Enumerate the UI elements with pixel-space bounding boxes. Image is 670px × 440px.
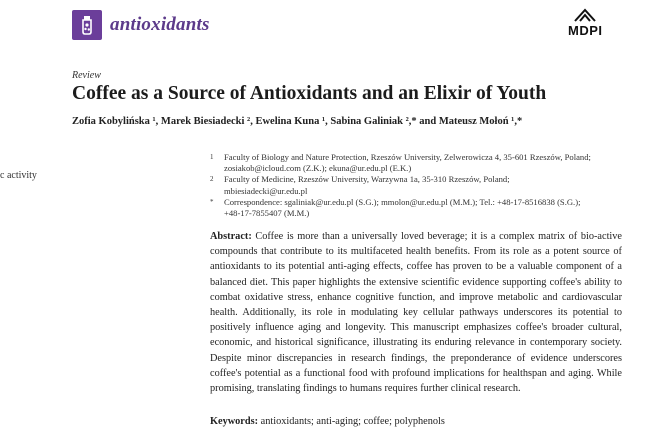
molecule-bottle-icon [72, 10, 102, 40]
affiliation-mark: 2 [210, 175, 214, 184]
keywords-label: Keywords: [210, 416, 259, 427]
keywords-text: antioxidants; anti-aging; coffee; polyphenols [260, 416, 445, 427]
affiliation-line: Correspondence: sgaliniak@ur.edu.pl (S.G.); mmolon@ur.edu.pl (M.M.); Tel.: +48-17-8516838 (S.G.); [224, 196, 581, 207]
affiliation-line: +48-17-7855407 (M.M.) [224, 208, 310, 219]
affiliation-mark: 1 [210, 153, 214, 161]
affiliations [210, 152, 630, 219]
publisher-logo [568, 8, 603, 38]
affiliation-line: Faculty of Biology and Nature Protection, Rzeszów University, Zelwerowicza 4, 35-601 Rzeszów, Poland; [224, 152, 591, 162]
article-type: Review [72, 70, 101, 81]
affiliation-1 [210, 152, 630, 174]
abstract-label: Abstract: [210, 231, 252, 242]
abstract [210, 229, 622, 396]
correspondence [210, 197, 630, 219]
journal-name: antioxidants [110, 14, 210, 35]
author-list: Zofia Kobylińska ¹, Marek Biesiadecki ², Ewelina Kuna ¹, Sabina Galiniak ²,* and Mateusz Mołoń ¹,* [72, 116, 523, 127]
affiliation-2 [210, 174, 630, 196]
affiliation-line: Faculty of Medicine, Rzeszów University, Warzywna 1a, 35-310 Rzeszów, Poland; [224, 174, 510, 185]
abstract-text: Coffee is more than a universally loved beverage; it is a complex matrix of bio-active compounds that contribute to its multifaceted health benefits. From its role as a potent source of antioxidants to its potential anti-aging effects, coffee has proven to be a valuable component of a balanced diet. This paper highlights the extensive scientific evidence supporting coffee's ability to combat oxidative stress, enhance cognitive function, and improve metabolic and cardiovascular health. Additionally, its role in modulating key cellular pathways underscores its potential to positively influence aging and longevity. This manuscript emphasizes coffee's broader cultural, economic, and historical significance, illustrating its enduring relevance in contemporary society. Despite minor discrepancies in research findings, the preponderance of evidence underscores coffee's potential as a functional food with profound implications for healthspan and aging. While promising, translating findings to humans requires further clinical research. [210, 231, 623, 395]
affiliation-line: mbiesiadecki@ur.edu.pl [224, 185, 308, 196]
journal-header [72, 10, 210, 40]
side-text-fragment: c activity [0, 170, 37, 181]
affiliation-line: zosiakob@icloud.com (Z.K.); ekuna@ur.edu.pl (E.K.) [224, 163, 412, 174]
mdpi-logo-icon [572, 8, 598, 22]
affiliation-mark: * [210, 197, 214, 206]
keywords [210, 416, 445, 427]
article-title: Coffee as a Source of Antioxidants and an Elixir of Youth [72, 83, 547, 104]
publisher-name: MDPI [568, 23, 603, 38]
